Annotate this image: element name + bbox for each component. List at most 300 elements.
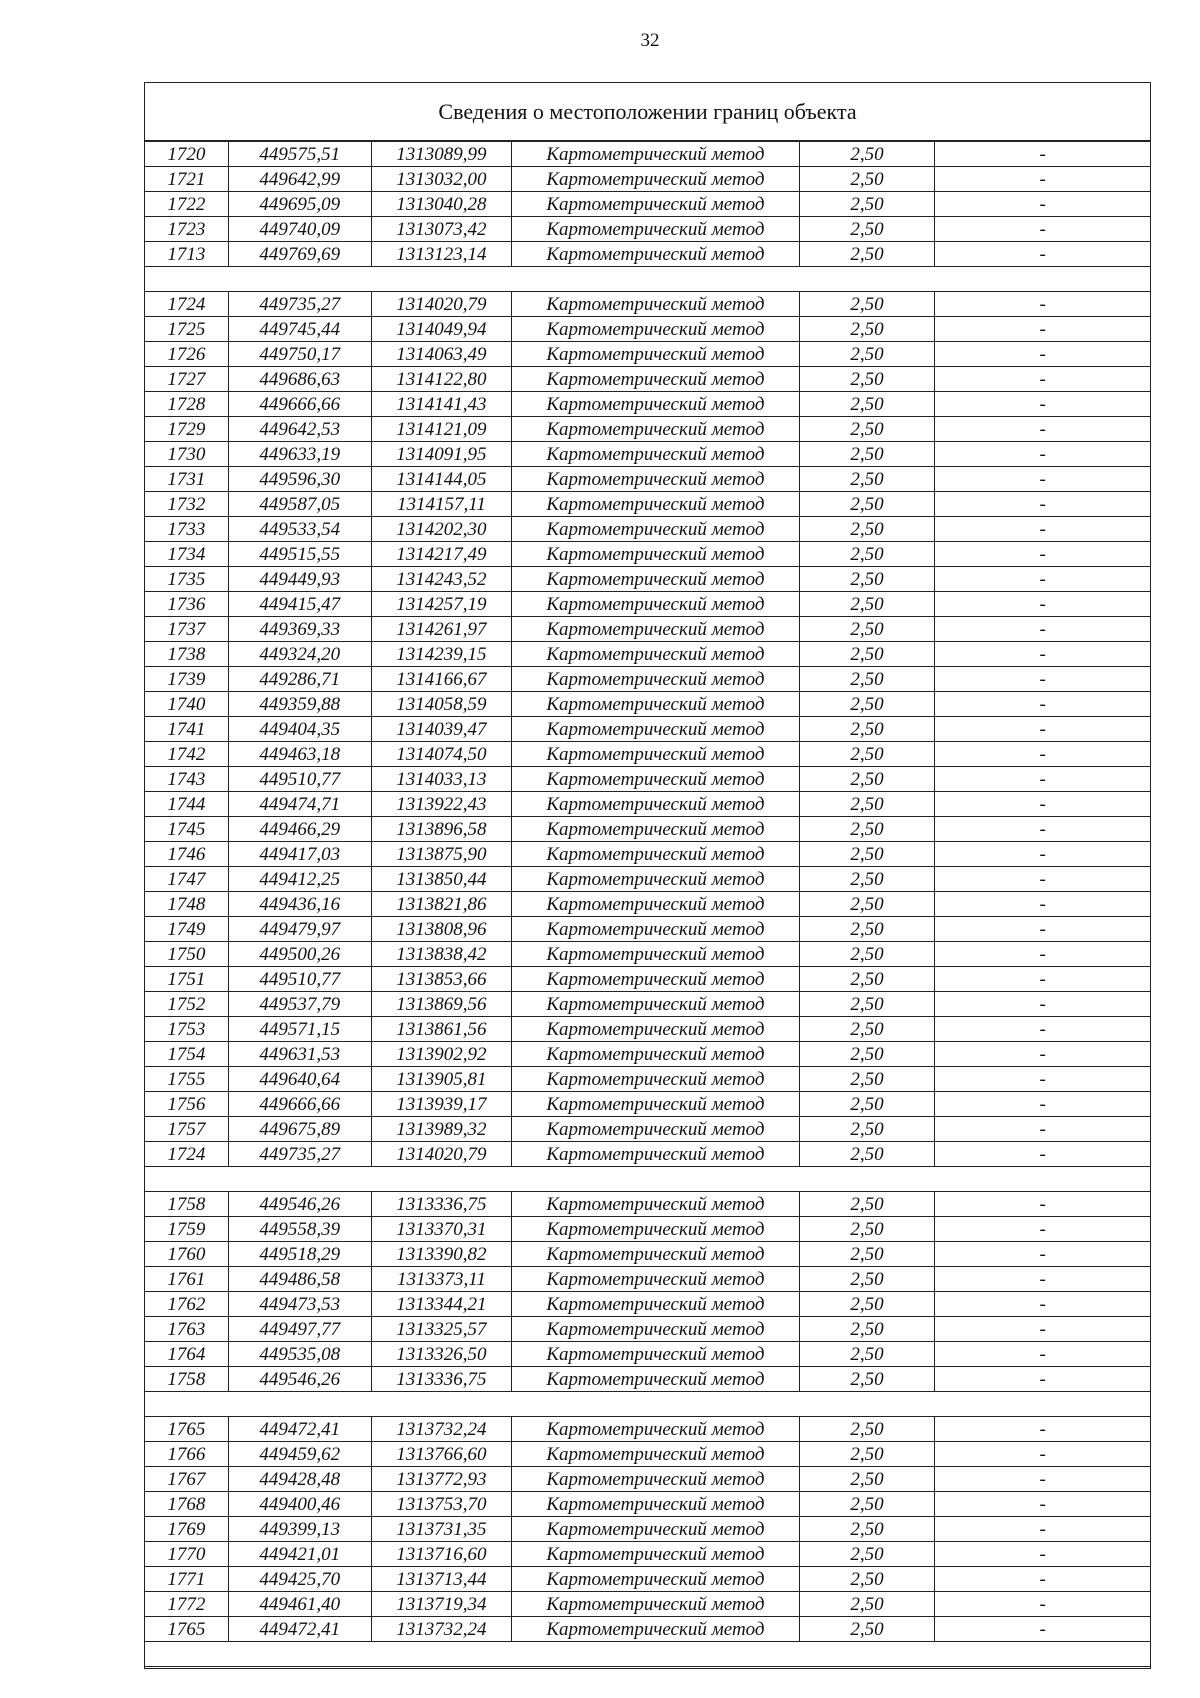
x-coordinate-cell: 449466,29 — [229, 817, 372, 841]
accuracy-cell: 2,50 — [800, 467, 936, 491]
point-number-cell: 1745 — [145, 817, 229, 841]
y-coordinate-cell: 1313989,32 — [372, 1117, 513, 1141]
accuracy-cell: 2,50 — [800, 1242, 936, 1266]
description-cell: - — [1039, 318, 1046, 340]
accuracy-cell: 2,50 — [800, 1542, 936, 1566]
description-cell: - — [1039, 1093, 1046, 1115]
table-row — [145, 142, 1150, 167]
y-coordinate-cell: 1314020,79 — [372, 292, 513, 316]
y-coordinate-cell: 1313123,14 — [372, 242, 513, 266]
point-number-cell: 1757 — [145, 1117, 229, 1141]
x-coordinate-cell: 449425,70 — [229, 1567, 372, 1591]
point-number-cell: 1742 — [145, 742, 229, 766]
method-cell: Картометрический метод — [512, 767, 799, 791]
table-row — [145, 1267, 1150, 1292]
description-cell: - — [1039, 1318, 1046, 1340]
y-coordinate-cell: 1313713,44 — [372, 1567, 513, 1591]
method-cell: Картометрический метод — [512, 342, 799, 366]
x-coordinate-cell: 449535,08 — [229, 1342, 372, 1366]
point-number-cell: 1765 — [145, 1617, 229, 1641]
method-cell: Картометрический метод — [512, 167, 799, 191]
x-coordinate-cell: 449415,47 — [229, 592, 372, 616]
point-number-cell: 1741 — [145, 717, 229, 741]
x-coordinate-cell: 449461,40 — [229, 1592, 372, 1616]
accuracy-cell: 2,50 — [800, 1342, 936, 1366]
x-coordinate-cell: 449642,99 — [229, 167, 372, 191]
y-coordinate-cell: 1313731,35 — [372, 1517, 513, 1541]
y-coordinate-cell: 1313325,57 — [372, 1317, 513, 1341]
accuracy-cell: 2,50 — [800, 692, 936, 716]
method-cell: Картометрический метод — [512, 842, 799, 866]
y-coordinate-cell: 1313821,86 — [372, 892, 513, 916]
accuracy-cell: 2,50 — [800, 1417, 936, 1441]
x-coordinate-cell: 449400,46 — [229, 1492, 372, 1516]
accuracy-cell: 2,50 — [800, 1442, 936, 1466]
table-row — [145, 1367, 1150, 1392]
point-number-cell: 1734 — [145, 542, 229, 566]
point-number-cell: 1736 — [145, 592, 229, 616]
x-coordinate-cell: 449695,09 — [229, 192, 372, 216]
table-row — [145, 1192, 1150, 1217]
table-title: Сведения о местоположении границ объекта — [145, 83, 1150, 142]
table-row — [145, 1442, 1150, 1467]
point-number-cell: 1753 — [145, 1017, 229, 1041]
x-coordinate-cell: 449286,71 — [229, 667, 372, 691]
description-cell: - — [1039, 418, 1046, 440]
table-row — [145, 1592, 1150, 1617]
boundary-table — [144, 82, 1151, 1669]
table-row — [145, 1542, 1150, 1567]
table-row — [145, 1292, 1150, 1317]
method-cell: Картометрический метод — [512, 1017, 799, 1041]
y-coordinate-cell: 1313853,66 — [372, 967, 513, 991]
table-row — [145, 1067, 1150, 1092]
method-cell: Картометрический метод — [512, 467, 799, 491]
point-number-cell: 1730 — [145, 442, 229, 466]
description-cell: - — [1039, 1018, 1046, 1040]
accuracy-cell: 2,50 — [800, 392, 936, 416]
description-cell: - — [1039, 1218, 1046, 1240]
point-number-cell: 1743 — [145, 767, 229, 791]
x-coordinate-cell: 449463,18 — [229, 742, 372, 766]
description-cell: - — [1039, 618, 1046, 640]
point-number-cell: 1764 — [145, 1342, 229, 1366]
accuracy-cell: 2,50 — [800, 767, 936, 791]
accuracy-cell: 2,50 — [800, 1192, 936, 1216]
table-row — [145, 1042, 1150, 1067]
method-cell: Картометрический метод — [512, 1467, 799, 1491]
y-coordinate-cell: 1314121,09 — [372, 417, 513, 441]
method-cell: Картометрический метод — [512, 792, 799, 816]
y-coordinate-cell: 1314141,43 — [372, 392, 513, 416]
description-cell: - — [1039, 1043, 1046, 1065]
table-row — [145, 1317, 1150, 1342]
point-number-cell: 1744 — [145, 792, 229, 816]
x-coordinate-cell: 449486,58 — [229, 1267, 372, 1291]
method-cell: Картометрический метод — [512, 1217, 799, 1241]
x-coordinate-cell: 449769,69 — [229, 242, 372, 266]
table-row — [145, 867, 1150, 892]
method-cell: Картометрический метод — [512, 942, 799, 966]
accuracy-cell: 2,50 — [800, 1042, 936, 1066]
point-number-cell: 1765 — [145, 1417, 229, 1441]
point-number-cell: 1771 — [145, 1567, 229, 1591]
table-row — [145, 692, 1150, 717]
accuracy-cell: 2,50 — [800, 1217, 936, 1241]
table-row — [145, 167, 1150, 192]
accuracy-cell: 2,50 — [800, 417, 936, 441]
method-cell: Картометрический метод — [512, 517, 799, 541]
description-cell: - — [1039, 1543, 1046, 1565]
group-separator-row — [145, 267, 1150, 292]
accuracy-cell: 2,50 — [800, 1317, 936, 1341]
point-number-cell: 1761 — [145, 1267, 229, 1291]
description-cell: - — [1039, 918, 1046, 940]
group-separator-row — [145, 1167, 1150, 1192]
table-row — [145, 1342, 1150, 1367]
point-number-cell: 1750 — [145, 942, 229, 966]
y-coordinate-cell: 1313939,17 — [372, 1092, 513, 1116]
point-number-cell: 1748 — [145, 892, 229, 916]
method-cell: Картометрический метод — [512, 1567, 799, 1591]
method-cell: Картометрический метод — [512, 542, 799, 566]
accuracy-cell: 2,50 — [800, 642, 936, 666]
method-cell: Картометрический метод — [512, 442, 799, 466]
method-cell: Картометрический метод — [512, 917, 799, 941]
x-coordinate-cell: 449575,51 — [229, 142, 372, 166]
description-cell: - — [1039, 543, 1046, 565]
method-cell: Картометрический метод — [512, 192, 799, 216]
x-coordinate-cell: 449631,53 — [229, 1042, 372, 1066]
y-coordinate-cell: 1313732,24 — [372, 1617, 513, 1641]
point-number-cell: 1754 — [145, 1042, 229, 1066]
accuracy-cell: 2,50 — [800, 917, 936, 941]
description-cell: - — [1039, 1068, 1046, 1090]
group-separator-row — [145, 1642, 1150, 1667]
description-cell: - — [1039, 518, 1046, 540]
table-row — [145, 1017, 1150, 1042]
x-coordinate-cell: 449533,54 — [229, 517, 372, 541]
accuracy-cell: 2,50 — [800, 1092, 936, 1116]
table-row — [145, 342, 1150, 367]
y-coordinate-cell: 1313032,00 — [372, 167, 513, 191]
y-coordinate-cell: 1313922,43 — [372, 792, 513, 816]
accuracy-cell: 2,50 — [800, 1367, 936, 1391]
accuracy-cell: 2,50 — [800, 1592, 936, 1616]
table-row — [145, 392, 1150, 417]
accuracy-cell: 2,50 — [800, 842, 936, 866]
description-cell: - — [1039, 168, 1046, 190]
accuracy-cell: 2,50 — [800, 817, 936, 841]
table-row — [145, 592, 1150, 617]
accuracy-cell: 2,50 — [800, 892, 936, 916]
y-coordinate-cell: 1313344,21 — [372, 1292, 513, 1316]
accuracy-cell: 2,50 — [800, 317, 936, 341]
method-cell: Картометрический метод — [512, 567, 799, 591]
method-cell: Картометрический метод — [512, 817, 799, 841]
method-cell: Картометрический метод — [512, 1517, 799, 1541]
y-coordinate-cell: 1314261,97 — [372, 617, 513, 641]
y-coordinate-cell: 1313326,50 — [372, 1342, 513, 1366]
method-cell: Картометрический метод — [512, 1242, 799, 1266]
point-number-cell: 1760 — [145, 1242, 229, 1266]
description-cell: - — [1039, 493, 1046, 515]
point-number-cell: 1724 — [145, 1142, 229, 1166]
x-coordinate-cell: 449473,53 — [229, 1292, 372, 1316]
accuracy-cell: 2,50 — [800, 1117, 936, 1141]
accuracy-cell: 2,50 — [800, 1517, 936, 1541]
method-cell: Картометрический метод — [512, 892, 799, 916]
y-coordinate-cell: 1314074,50 — [372, 742, 513, 766]
description-cell: - — [1039, 1418, 1046, 1440]
y-coordinate-cell: 1313040,28 — [372, 192, 513, 216]
x-coordinate-cell: 449750,17 — [229, 342, 372, 366]
table-row — [145, 817, 1150, 842]
method-cell: Картометрический метод — [512, 142, 799, 166]
table-row — [145, 567, 1150, 592]
description-cell: - — [1039, 218, 1046, 240]
point-number-cell: 1721 — [145, 167, 229, 191]
description-cell: - — [1039, 693, 1046, 715]
table-row — [145, 667, 1150, 692]
table-row — [145, 842, 1150, 867]
method-cell: Картометрический метод — [512, 692, 799, 716]
accuracy-cell: 2,50 — [800, 717, 936, 741]
accuracy-cell: 2,50 — [800, 1567, 936, 1591]
accuracy-cell: 2,50 — [800, 542, 936, 566]
point-number-cell: 1725 — [145, 317, 229, 341]
description-cell: - — [1039, 193, 1046, 215]
y-coordinate-cell: 1313772,93 — [372, 1467, 513, 1491]
y-coordinate-cell: 1313089,99 — [372, 142, 513, 166]
point-number-cell: 1746 — [145, 842, 229, 866]
table-row — [145, 242, 1150, 267]
accuracy-cell: 2,50 — [800, 1292, 936, 1316]
x-coordinate-cell: 449497,77 — [229, 1317, 372, 1341]
table-row — [145, 1217, 1150, 1242]
description-cell: - — [1039, 593, 1046, 615]
y-coordinate-cell: 1314166,67 — [372, 667, 513, 691]
point-number-cell: 1769 — [145, 1517, 229, 1541]
point-number-cell: 1737 — [145, 617, 229, 641]
x-coordinate-cell: 449571,15 — [229, 1017, 372, 1041]
y-coordinate-cell: 1314091,95 — [372, 442, 513, 466]
x-coordinate-cell: 449399,13 — [229, 1517, 372, 1541]
table-row — [145, 767, 1150, 792]
y-coordinate-cell: 1314202,30 — [372, 517, 513, 541]
method-cell: Картометрический метод — [512, 217, 799, 241]
method-cell: Картометрический метод — [512, 367, 799, 391]
description-cell: - — [1039, 868, 1046, 890]
table-row — [145, 1417, 1150, 1442]
point-number-cell: 1735 — [145, 567, 229, 591]
method-cell: Картометрический метод — [512, 1617, 799, 1641]
description-cell: - — [1039, 1368, 1046, 1390]
description-cell: - — [1039, 943, 1046, 965]
x-coordinate-cell: 449686,63 — [229, 367, 372, 391]
y-coordinate-cell: 1313902,92 — [372, 1042, 513, 1066]
x-coordinate-cell: 449428,48 — [229, 1467, 372, 1491]
accuracy-cell: 2,50 — [800, 1267, 936, 1291]
accuracy-cell: 2,50 — [800, 367, 936, 391]
method-cell: Картометрический метод — [512, 667, 799, 691]
x-coordinate-cell: 449735,27 — [229, 292, 372, 316]
description-cell: - — [1039, 1293, 1046, 1315]
accuracy-cell: 2,50 — [800, 492, 936, 516]
point-number-cell: 1759 — [145, 1217, 229, 1241]
method-cell: Картометрический метод — [512, 292, 799, 316]
accuracy-cell: 2,50 — [800, 292, 936, 316]
table-row — [145, 642, 1150, 667]
point-number-cell: 1749 — [145, 917, 229, 941]
y-coordinate-cell: 1314033,13 — [372, 767, 513, 791]
y-coordinate-cell: 1313896,58 — [372, 817, 513, 841]
accuracy-cell: 2,50 — [800, 142, 936, 166]
description-cell: - — [1039, 1568, 1046, 1590]
description-cell: - — [1039, 243, 1046, 265]
method-cell: Картометрический метод — [512, 1367, 799, 1391]
x-coordinate-cell: 449479,97 — [229, 917, 372, 941]
accuracy-cell: 2,50 — [800, 667, 936, 691]
accuracy-cell: 2,50 — [800, 1617, 936, 1641]
method-cell: Картометрический метод — [512, 1417, 799, 1441]
accuracy-cell: 2,50 — [800, 1067, 936, 1091]
x-coordinate-cell: 449546,26 — [229, 1367, 372, 1391]
table-row — [145, 292, 1150, 317]
y-coordinate-cell: 1313766,60 — [372, 1442, 513, 1466]
y-coordinate-cell: 1314157,11 — [372, 492, 513, 516]
x-coordinate-cell: 449421,01 — [229, 1542, 372, 1566]
y-coordinate-cell: 1313808,96 — [372, 917, 513, 941]
x-coordinate-cell: 449472,41 — [229, 1617, 372, 1641]
point-number-cell: 1726 — [145, 342, 229, 366]
point-number-cell: 1766 — [145, 1442, 229, 1466]
method-cell: Картометрический метод — [512, 1092, 799, 1116]
point-number-cell: 1733 — [145, 517, 229, 541]
point-number-cell: 1738 — [145, 642, 229, 666]
table-row — [145, 492, 1150, 517]
x-coordinate-cell: 449412,25 — [229, 867, 372, 891]
point-number-cell: 1724 — [145, 292, 229, 316]
description-cell: - — [1039, 368, 1046, 390]
description-cell: - — [1039, 1193, 1046, 1215]
point-number-cell: 1720 — [145, 142, 229, 166]
method-cell: Картометрический метод — [512, 1267, 799, 1291]
description-cell: - — [1039, 1468, 1046, 1490]
y-coordinate-cell: 1314144,05 — [372, 467, 513, 491]
y-coordinate-cell: 1314257,19 — [372, 592, 513, 616]
point-number-cell: 1770 — [145, 1542, 229, 1566]
y-coordinate-cell: 1313719,34 — [372, 1592, 513, 1616]
x-coordinate-cell: 449558,39 — [229, 1217, 372, 1241]
x-coordinate-cell: 449510,77 — [229, 967, 372, 991]
accuracy-cell: 2,50 — [800, 592, 936, 616]
accuracy-cell: 2,50 — [800, 867, 936, 891]
description-cell: - — [1039, 793, 1046, 815]
x-coordinate-cell: 449745,44 — [229, 317, 372, 341]
point-number-cell: 1767 — [145, 1467, 229, 1491]
accuracy-cell: 2,50 — [800, 567, 936, 591]
description-cell: - — [1039, 1493, 1046, 1515]
x-coordinate-cell: 449449,93 — [229, 567, 372, 591]
table-row — [145, 317, 1150, 342]
accuracy-cell: 2,50 — [800, 342, 936, 366]
table-row — [145, 217, 1150, 242]
description-cell: - — [1039, 718, 1046, 740]
method-cell: Картометрический метод — [512, 717, 799, 741]
point-number-cell: 1722 — [145, 192, 229, 216]
x-coordinate-cell: 449666,66 — [229, 392, 372, 416]
page-number: 32 — [640, 30, 660, 51]
method-cell: Картометрический метод — [512, 742, 799, 766]
method-cell: Картометрический метод — [512, 1292, 799, 1316]
description-cell: - — [1039, 468, 1046, 490]
description-cell: - — [1039, 1518, 1046, 1540]
table-body — [145, 142, 1150, 1667]
table-row — [145, 1467, 1150, 1492]
x-coordinate-cell: 449587,05 — [229, 492, 372, 516]
point-number-cell: 1758 — [145, 1367, 229, 1391]
table-row — [145, 1567, 1150, 1592]
x-coordinate-cell: 449417,03 — [229, 842, 372, 866]
description-cell: - — [1039, 993, 1046, 1015]
method-cell: Картометрический метод — [512, 642, 799, 666]
table-row — [145, 892, 1150, 917]
y-coordinate-cell: 1314049,94 — [372, 317, 513, 341]
description-cell: - — [1039, 393, 1046, 415]
method-cell: Картометрический метод — [512, 1142, 799, 1166]
y-coordinate-cell: 1313732,24 — [372, 1417, 513, 1441]
x-coordinate-cell: 449735,27 — [229, 1142, 372, 1166]
method-cell: Картометрический метод — [512, 1042, 799, 1066]
x-coordinate-cell: 449633,19 — [229, 442, 372, 466]
method-cell: Картометрический метод — [512, 992, 799, 1016]
table-row — [145, 367, 1150, 392]
x-coordinate-cell: 449369,33 — [229, 617, 372, 641]
y-coordinate-cell: 1313373,11 — [372, 1267, 513, 1291]
table-row — [145, 467, 1150, 492]
y-coordinate-cell: 1313905,81 — [372, 1067, 513, 1091]
point-number-cell: 1732 — [145, 492, 229, 516]
table-row — [145, 992, 1150, 1017]
x-coordinate-cell: 449642,53 — [229, 417, 372, 441]
method-cell: Картометрический метод — [512, 492, 799, 516]
x-coordinate-cell: 449474,71 — [229, 792, 372, 816]
point-number-cell: 1727 — [145, 367, 229, 391]
y-coordinate-cell: 1313861,56 — [372, 1017, 513, 1041]
point-number-cell: 1752 — [145, 992, 229, 1016]
point-number-cell: 1728 — [145, 392, 229, 416]
description-cell: - — [1039, 1268, 1046, 1290]
method-cell: Картометрический метод — [512, 617, 799, 641]
x-coordinate-cell: 449518,29 — [229, 1242, 372, 1266]
method-cell: Картометрический метод — [512, 1342, 799, 1366]
x-coordinate-cell: 449436,16 — [229, 892, 372, 916]
y-coordinate-cell: 1314122,80 — [372, 367, 513, 391]
point-number-cell: 1772 — [145, 1592, 229, 1616]
table-row — [145, 967, 1150, 992]
point-number-cell: 1755 — [145, 1067, 229, 1091]
table-row — [145, 917, 1150, 942]
accuracy-cell: 2,50 — [800, 742, 936, 766]
x-coordinate-cell: 449359,88 — [229, 692, 372, 716]
x-coordinate-cell: 449459,62 — [229, 1442, 372, 1466]
accuracy-cell: 2,50 — [800, 517, 936, 541]
table-row — [145, 517, 1150, 542]
y-coordinate-cell: 1313073,42 — [372, 217, 513, 241]
y-coordinate-cell: 1314020,79 — [372, 1142, 513, 1166]
table-row — [145, 542, 1150, 567]
